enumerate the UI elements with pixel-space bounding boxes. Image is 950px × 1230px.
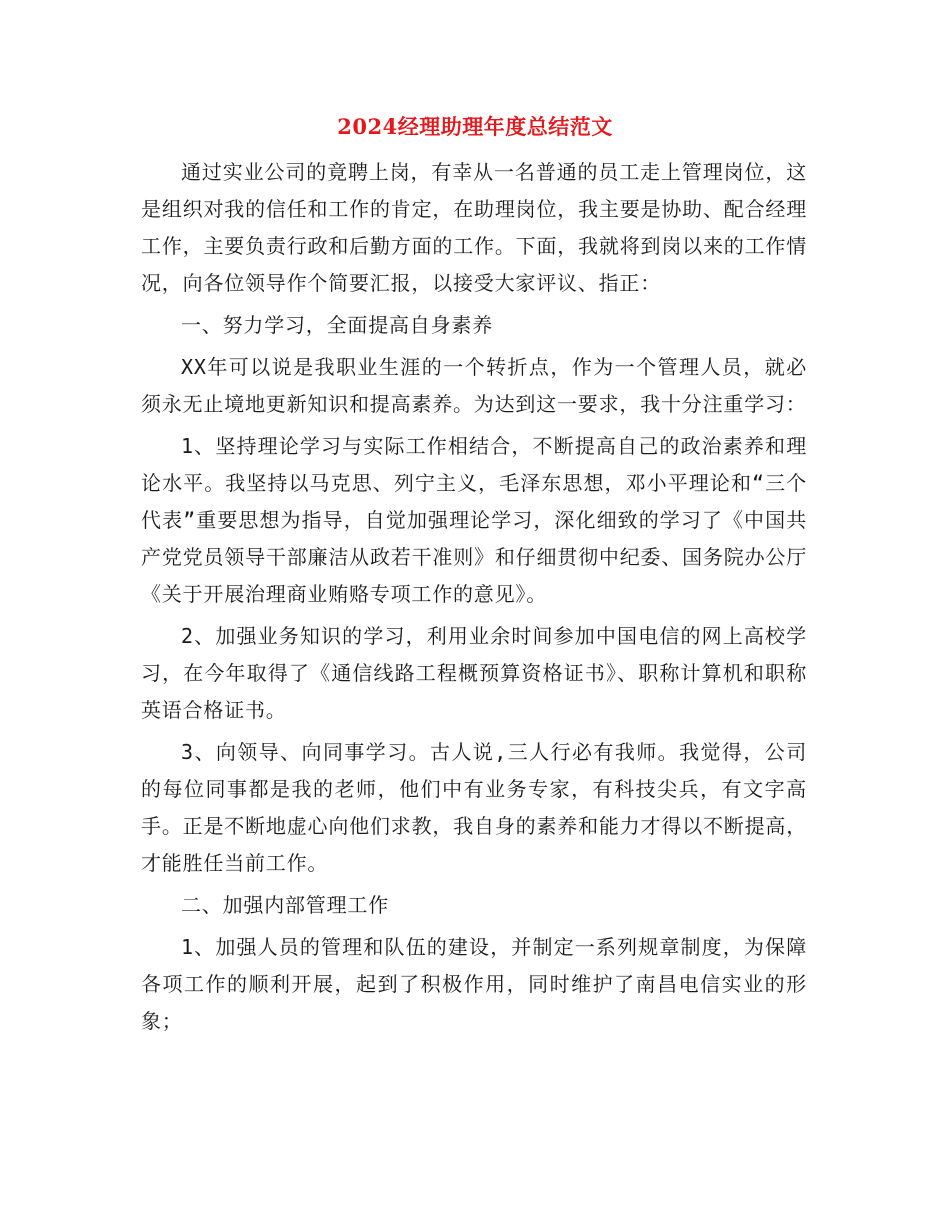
document-title: 2024经理助理年度总结范文 <box>337 114 613 139</box>
paragraph-section-1-intro: XX年可以说是我职业生涯的一个转折点，作为一个管理人员，就必须永无止境地更新知识和提高素养。为达到这一要求，我十分注重学习： <box>141 355 807 416</box>
section-heading-2: 二、加强内部管理工作 <box>181 893 389 917</box>
paragraph-item-3: 3、向领导、向同事学习。古人说,三人行必有我师。我觉得，公司的每位同事都是我的老师，他们中有业务专家，有科技尖兵，有文字高手。正是不断地虚心向他们求教，我自身的素养和能力才得以不断提高，才能胜任当前工作。 <box>141 740 807 875</box>
paragraph-item-1: 1、坚持理论学习与实际工作相结合，不断提高自己的政治素养和理论水平。我坚持以马克思、列宁主义，毛泽东思想，邓小平理论和“三个代表”重要思想为指导，自觉加强理论学习，深化细致的学习了《中国共产党党员领导干部廉洁从政若干准则》和仔细贯彻中纪委、国务院办公厅《关于开展治理商业贿赂专项工作的意见》。 <box>141 434 807 606</box>
paragraph-intro: 通过实业公司的竟聘上岗，有幸从一名普通的员工走上管理岗位，这是组织对我的信任和工作的肯定，在助理岗位，我主要是协助、配合经理工作，主要负责行政和后勤方面的工作。下面，我就将到岗以来的工作情况，向各位领导作个简要汇报，以接受大家评议、指正： <box>141 160 807 295</box>
paragraph-section-2-item-1: 1、加强人员的管理和队伍的建设，并制定一系列规章制度，为保障各项工作的顺利开展，起到了积极作用，同时维护了南昌电信实业的形象； <box>141 935 807 1033</box>
document-body <box>141 154 807 1045</box>
section-heading-1: 一、努力学习，全面提高自身素养 <box>181 313 493 337</box>
paragraph-item-2: 2、加强业务知识的学习，利用业余时间参加中国电信的网上高校学习，在今年取得了《通信线路工程概预算资格证书》、职称计算机和职称英语合格证书。 <box>141 624 807 722</box>
